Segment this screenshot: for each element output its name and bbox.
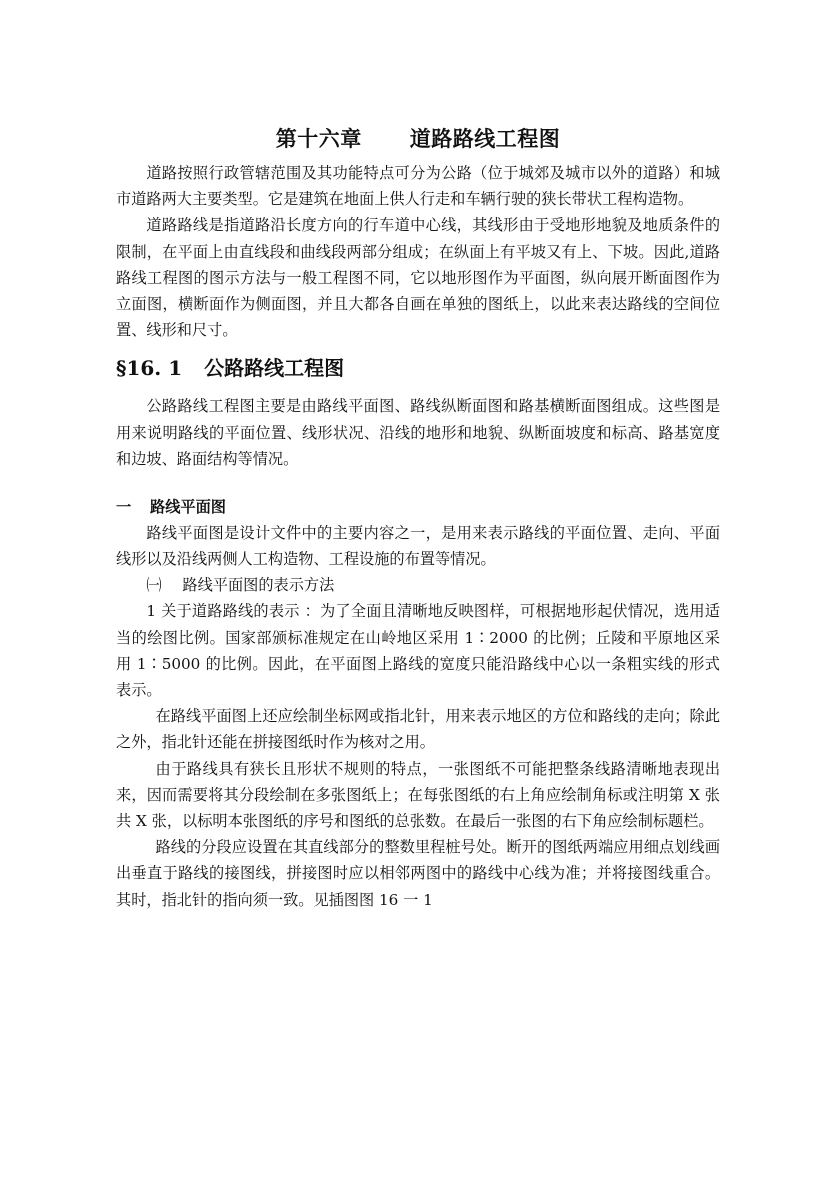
intro-paragraph-1: 道路按照行政管辖范围及其功能特点可分为公路（位于城郊及城市以外的道路）和城市道路两大主要类型。它是建筑在地面上供人行走和车辆行驶的狭长带状工程构造物。: [116, 164, 720, 209]
body-paragraph-4: 路线的分段应设置在其直线部分的整数里程桩号处。断开的图纸两端应用细点划线画出垂直于路线的接图线，拼接图时应以相邻两图中的路线中心线为准；并将接图线重合。其时，指北针的指向须一致。见插图图 16 一 1: [116, 838, 720, 909]
subsection-heading: [116, 494, 720, 520]
item-heading: [116, 572, 720, 598]
body-paragraph-1: 1 关于道路路线的表示 ：为了全面且清晰地反映图样，可根据地形起伏情况，选用适当的绘图比例。国家部颁标准规定在山岭地区采用 1∶2000 的比例；丘陵和平原地区采用 1∶5000 的比例。因此，在平面图上路线的宽度只能沿路线中心以一条粗实线的形式表示。: [116, 602, 720, 700]
body-paragraph-2: 在路线平面图上还应绘制坐标网或指北针，用来表示地区的方位和路线的走向；除此之外，指北针还能在拼接图纸时作为核对之用。: [116, 707, 720, 752]
subsection-title: 路线平面图: [150, 498, 226, 517]
item-mark: ㈠: [146, 576, 162, 595]
section-heading: [116, 353, 720, 383]
section-paragraph: 公路路线工程图主要是由路线平面图、路线纵断面图和路基横断面图组成。这些图是用来说明路线的平面位置、线形状况、沿线的地形和地貌、纵断面坡度和标高、路基宽度和边坡、路面结构等情况。: [116, 397, 720, 468]
item-title: 路线平面图的表示方法: [182, 576, 335, 595]
page-content: [116, 122, 720, 913]
chapter-name: 道路路线工程图: [409, 126, 561, 151]
chapter-number: 第十六章: [275, 126, 362, 151]
intro-paragraph-2: 道路路线是指道路沿长度方向的行车道中心线，其线形由于受地形地貌及地质条件的限制，在平面上由直线段和曲线段两部分组成；在纵面上有平坡又有上、下坡。因此,道路路线工程图的图示方法与一般工程图不同，它以地形图作为平面图，纵向展开断面图作为立面图，横断面作为侧面图，并且大都各自画在单独的图纸上，以此来表达路线的空间位置、线形和尺寸。: [116, 216, 720, 340]
subsection-mark: 一: [116, 498, 132, 517]
subsection-paragraph: 路线平面图是设计文件中的主要内容之一，是用来表示路线的平面位置、走向、平面线形以及沿线两侧人工构造物、工程设施的布置等情况。: [116, 524, 720, 569]
chapter-title: [116, 122, 720, 156]
section-title: 公路路线工程图: [204, 356, 345, 381]
body-paragraph-3: 由于路线具有狭长且形状不规则的特点，一张图纸不可能把整条线路清晰地表现出来，因而需要将其分段绘制在多张图纸上；在每张图纸的右上角应绘制角标或注明第 X 张共 X 张，以标明本张图纸的序号和图纸的总张数。在最后一张图的右下角应绘制标题栏。: [116, 759, 720, 831]
section-number: §16. 1: [116, 356, 183, 381]
